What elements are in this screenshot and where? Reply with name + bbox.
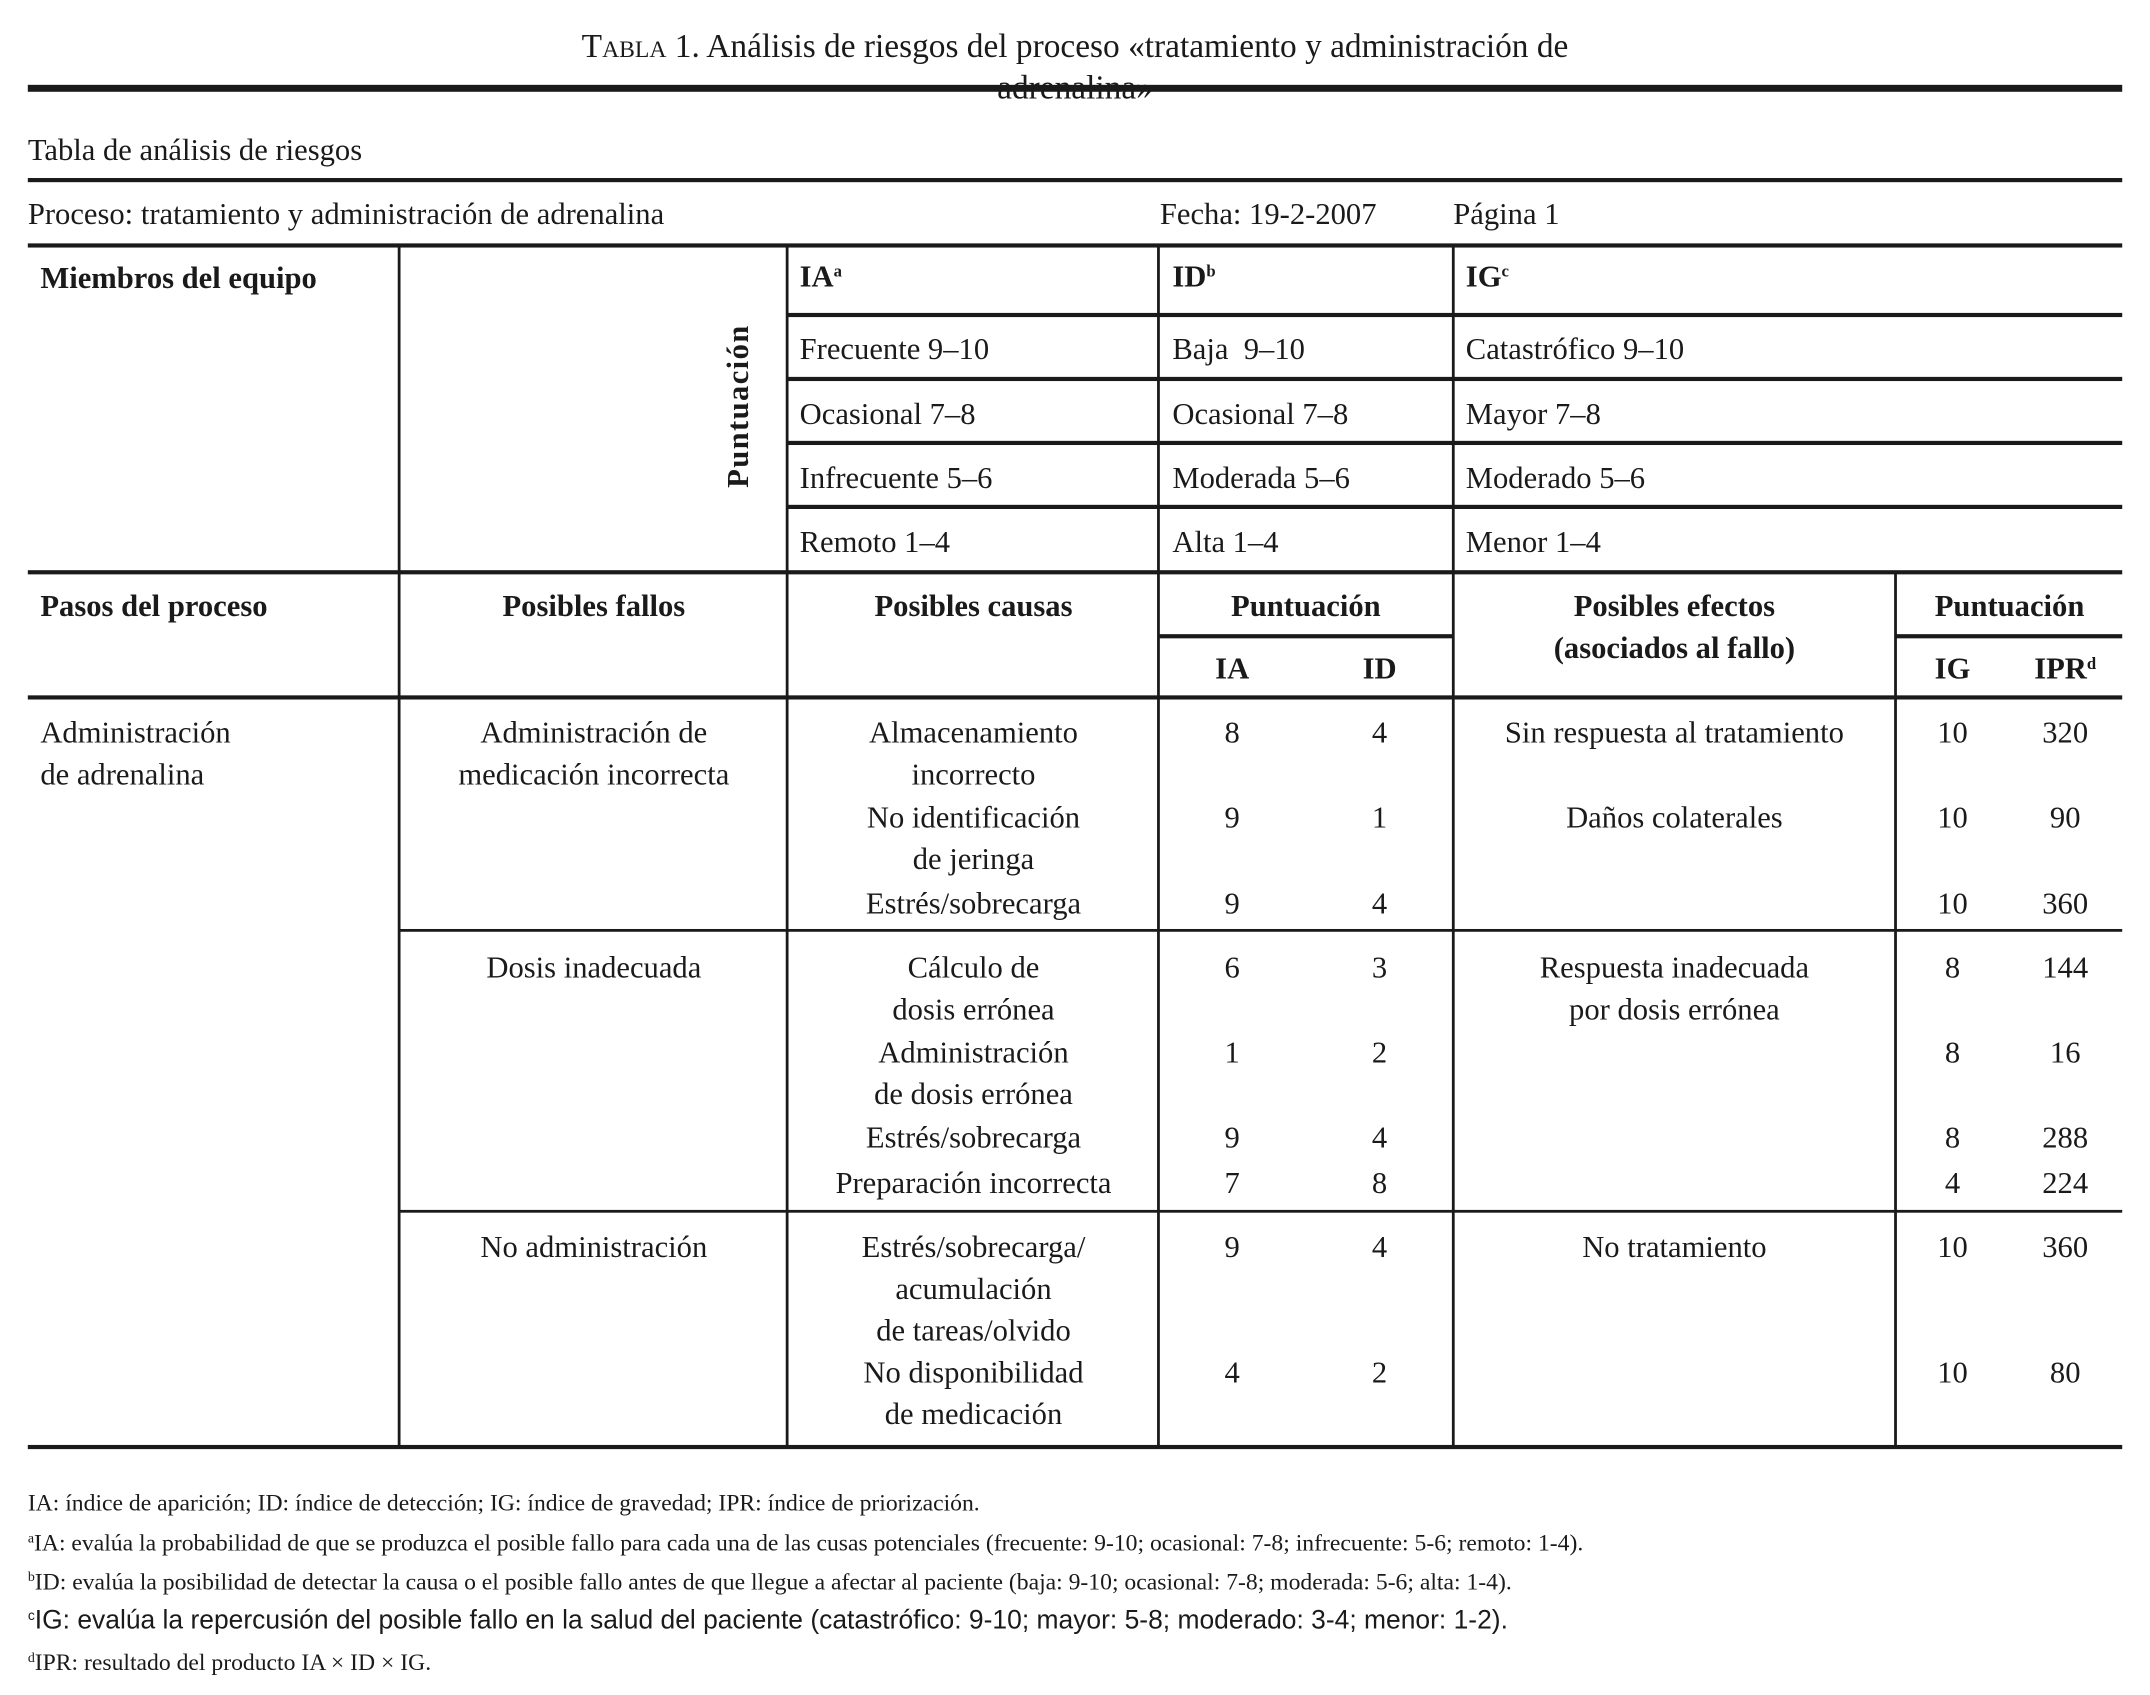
column-divider: [1157, 245, 1160, 1447]
footnote-mark: a: [27, 1531, 35, 1547]
header-ig: IG: [1934, 650, 1971, 686]
column-divider: [398, 245, 401, 1447]
ipr-label: IPR: [2034, 650, 2087, 686]
id-value: 4: [1371, 714, 1388, 750]
header-ia: IA: [1215, 650, 1250, 686]
header-score-2: Puntuación: [1934, 588, 2085, 624]
scale-level: Moderada 5–6: [1172, 460, 1350, 496]
page-label: Página 1: [1453, 196, 1560, 231]
footnote: [28, 1489, 980, 1517]
rule: [1896, 634, 2123, 638]
footnote: [28, 1530, 1583, 1558]
ig-value: 4: [1944, 1165, 1961, 1201]
rule: [399, 1210, 2122, 1213]
ig-value: 10: [1937, 799, 1968, 835]
ipr-value: 320: [2042, 714, 2089, 750]
ia-value: 8: [1224, 714, 1240, 750]
cause: Estrés/sobrecarga/ acumulación de tareas/olvido: [861, 1229, 1086, 1348]
header-score-1: Puntuación: [1231, 588, 1381, 624]
rule: [28, 695, 2122, 699]
rule: [28, 243, 2122, 247]
scale-level: Remoto 1–4: [799, 524, 951, 560]
id-value: 8: [1371, 1165, 1388, 1201]
cause: Administración de dosis errónea: [874, 1034, 1073, 1112]
ia-value: 1: [1224, 1034, 1240, 1070]
failure: Dosis inadecuada: [486, 949, 702, 985]
ipr-value: 16: [2049, 1034, 2081, 1070]
footnote-ref: b: [1206, 261, 1216, 281]
title-rule: [28, 85, 2122, 92]
ig-value: 10: [1937, 1229, 1968, 1265]
footnote-text: IA: evalúa la probabilidad de que se produzca el posible fallo para cada una de las cusas potenciales (frecuente: 9-10; ocasional: 7-8; infrecuente: 5-6; remoto: 1-4).: [34, 1529, 1584, 1557]
cause: Preparación incorrecta: [835, 1165, 1112, 1201]
scale-level: Catastrófico 9–10: [1465, 330, 1685, 366]
cause: Estrés/sobrecarga: [865, 1119, 1082, 1155]
id-value: 4: [1371, 1119, 1388, 1155]
team-members-label: Miembros del equipo: [40, 260, 317, 295]
header-process-steps: Pasos del proceso: [40, 588, 268, 624]
footnote-ref: a: [833, 261, 843, 281]
id-value: 4: [1371, 1229, 1388, 1265]
ia-label: IA: [799, 258, 834, 294]
cause: No identificación de jeringa: [866, 799, 1081, 877]
scale-level: Baja 9–10: [1172, 330, 1305, 366]
rule: [1158, 634, 1453, 638]
effect: Respuesta inadecuada por dosis errónea: [1539, 949, 1810, 1027]
ig-value: 10: [1937, 885, 1968, 921]
ia-value: 9: [1224, 1119, 1240, 1155]
rule: [28, 178, 2122, 182]
scale-level: Ocasional 7–8: [1172, 396, 1349, 432]
ig-header: [1466, 256, 1509, 298]
ipr-value: 144: [2042, 949, 2089, 985]
ig-value: 8: [1944, 1034, 1961, 1070]
cause: Cálculo de dosis errónea: [892, 949, 1055, 1027]
rule: [28, 570, 2122, 574]
ig-label: IG: [1465, 258, 1502, 294]
footnote-mark: d: [27, 1650, 35, 1667]
failure: No administración: [480, 1229, 708, 1265]
id-value: 4: [1371, 885, 1388, 921]
ig-value: 8: [1944, 1119, 1961, 1155]
ipr-value: 224: [2042, 1165, 2089, 1201]
footnote-mark: c: [27, 1609, 35, 1625]
footnote: [28, 1569, 1512, 1597]
id-label: ID: [1172, 258, 1207, 294]
ipr-value: 90: [2049, 799, 2081, 835]
footnote-text: IG: evalúa la repercusión del posible fallo en la salud del paciente (catastrófico: 9-10; mayor: 5-8; moderado: 3-4; menor: 1-2).: [34, 1606, 1508, 1636]
subtitle: Tabla de análisis de riesgos: [27, 132, 363, 167]
process-label: Proceso: tratamiento y administración de adrenalina: [27, 196, 665, 231]
header-possible-causes: Posibles causas: [874, 588, 1073, 624]
scale-level: Menor 1–4: [1465, 524, 1601, 560]
effect: Sin respuesta al tratamiento: [1504, 714, 1844, 750]
id-value: 2: [1371, 1354, 1388, 1390]
ia-value: 9: [1224, 1229, 1240, 1265]
scale-level: Ocasional 7–8: [799, 396, 976, 432]
ig-value: 8: [1944, 949, 1961, 985]
header-id: ID: [1362, 650, 1397, 686]
ig-value: 10: [1937, 714, 1968, 750]
cause: Estrés/sobrecarga: [865, 885, 1082, 921]
footnote-ref: c: [1501, 261, 1509, 281]
cause: No disponibilidad de medicación: [863, 1354, 1084, 1432]
ipr-value: 360: [2042, 1229, 2089, 1265]
effect: No tratamiento: [1582, 1229, 1767, 1265]
column-divider: [786, 245, 789, 1447]
header-possible-failures: Posibles fallos: [502, 588, 686, 624]
id-value: 1: [1371, 799, 1388, 835]
footnote: [28, 1649, 431, 1677]
ipr-value: 360: [2042, 885, 2089, 921]
scale-level: Alta 1–4: [1172, 524, 1279, 560]
column-divider: [1452, 245, 1455, 1447]
footnote-mark: b: [27, 1570, 35, 1586]
footnote: [28, 1608, 1508, 1636]
scoring-vertical-label: Puntuación: [720, 324, 756, 488]
ig-value: 10: [1937, 1354, 1968, 1390]
header-ipr: [2034, 648, 2096, 690]
ia-header: [800, 256, 842, 298]
table-title: [538, 26, 1613, 109]
rule: [28, 1445, 2122, 1449]
scale-level: Mayor 7–8: [1465, 396, 1601, 432]
header-possible-effects: Posibles efectos (asociados al fallo): [1553, 588, 1796, 665]
footnote-ref: d: [2086, 653, 2097, 674]
ipr-value: 288: [2042, 1119, 2089, 1155]
footnote-text: IA: índice de aparición; ID: índice de detección; IG: índice de gravedad; IPR: índice de priorización.: [27, 1489, 980, 1516]
id-header: [1172, 256, 1215, 298]
column-divider: [1894, 572, 1897, 1447]
ia-value: 9: [1224, 885, 1240, 921]
date-label: Fecha: 19-2-2007: [1159, 196, 1377, 231]
cause: Almacenamiento incorrecto: [868, 714, 1078, 792]
process-step: Administración de adrenalina: [40, 714, 231, 792]
scale-level: Moderado 5–6: [1465, 460, 1646, 496]
footnote-text: IPR: resultado del producto IA × ID × IG.: [34, 1649, 432, 1676]
scale-level: Frecuente 9–10: [799, 330, 990, 366]
rule: [399, 929, 2122, 932]
footnote-text: ID: evalúa la posibilidad de detectar la causa o el posible fallo antes de que llegue a afectar al paciente (baja: 9-10; ocasional: 7-8; moderada: 5-6; alta: 1-4).: [34, 1568, 1512, 1596]
id-value: 2: [1371, 1034, 1388, 1070]
table-title-prefix: Tabla: [581, 29, 667, 66]
table-title-text: 1. Análisis de riesgos del proceso «tratamiento y administración de: [674, 29, 1569, 66]
id-value: 3: [1371, 949, 1388, 985]
ia-value: 6: [1224, 949, 1240, 985]
effect: Daños colaterales: [1566, 799, 1783, 835]
ia-value: 4: [1224, 1354, 1240, 1390]
ipr-value: 80: [2049, 1354, 2081, 1390]
ia-value: 9: [1224, 799, 1240, 835]
scale-level: Infrecuente 5–6: [799, 460, 993, 496]
failure: Administración de medicación incorrecta: [458, 714, 730, 792]
ia-value: 7: [1224, 1165, 1240, 1201]
